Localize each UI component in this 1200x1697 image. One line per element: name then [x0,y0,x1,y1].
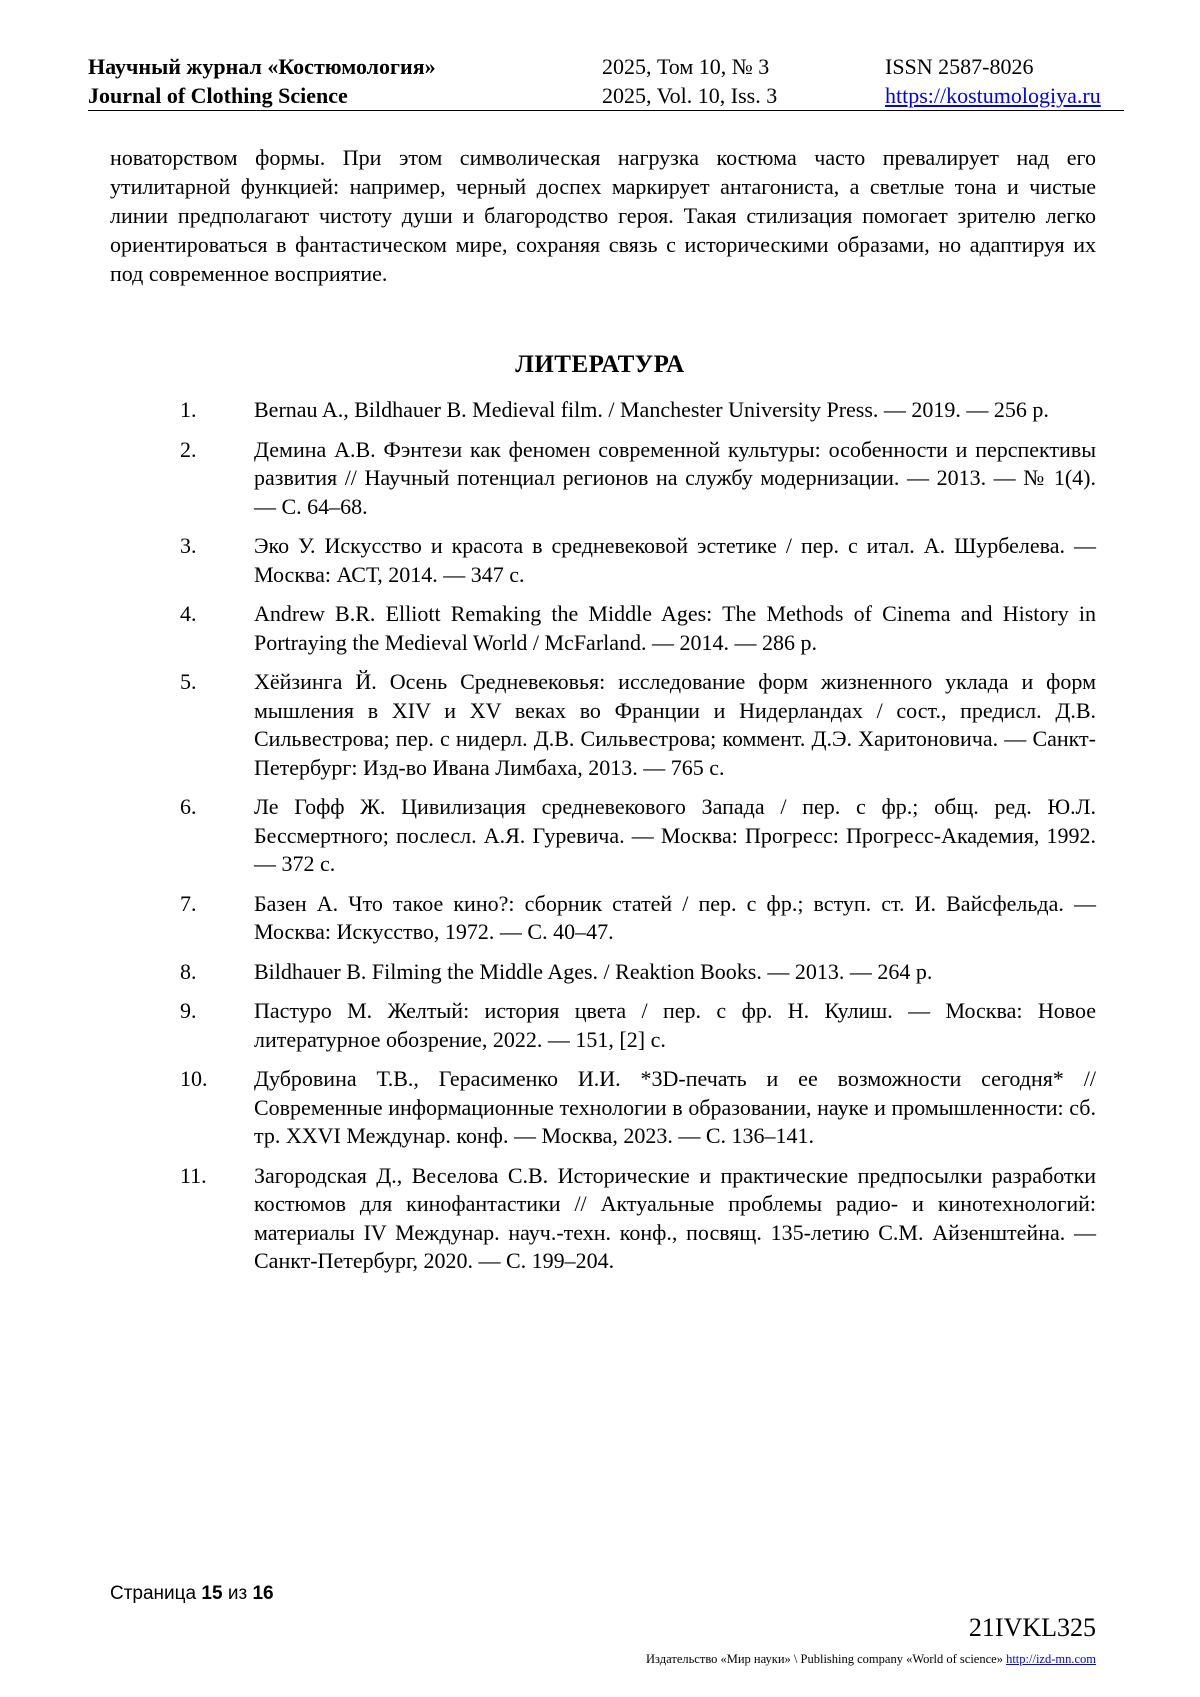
reference-number: 1. [180,397,197,422]
reference-text: Bernau A., Bildhauer B. Medieval film. / Manchester University Press. — 2019. — 256 p. [254,397,1049,422]
references-list [180,396,1096,1287]
page-header [88,52,1124,110]
reference-text: Пастуро М. Желтый: история цвета / пер. с фр. Н. Кулиш. — Москва: Новое литературное обозрение, 2022. — 151, [2] с. [254,998,1096,1052]
reference-number: 7. [180,890,197,916]
reference-number: 11. [180,1162,207,1188]
publisher-text: Издательство «Мир науки» \ Publishing company «World of science» [646,1652,1003,1666]
journal-title-block [88,52,436,110]
journal-url-link[interactable]: https://kostumologiya.ru [885,83,1101,108]
reference-number: 3. [180,533,197,558]
issue-block [602,52,777,110]
issue-ru: 2025, Том 10, № 3 [602,54,770,79]
publisher-url-link[interactable]: http://izd-mn.com [1006,1652,1096,1666]
reference-text: Эко У. Искусство и красота в средневековой эстетике / пер. с итал. А. Шурбелева. — Москва: АСТ, 2014. — 347 с. [254,533,1096,587]
page-number [110,1583,274,1605]
reference-item [180,600,1096,657]
reference-text: Bildhauer B. Filming the Middle Ages. / Reaktion Books. — 2013. — 264 p. [254,958,933,984]
reference-number: 9. [180,998,197,1023]
page-label: Страница [110,1583,197,1604]
reference-item [180,1162,1096,1276]
page-current: 15 [201,1583,223,1604]
reference-item [180,890,1096,947]
reference-item [180,997,1096,1054]
journal-title-ru: Научный журнал «Костюмология» [88,54,436,79]
reference-text: Базен А. Что такое кино?: сборник статей / пер. с фр.; вступ. ст. И. Вайсфельда. — Москва: Искусство, 1972. — С. 40–47. [254,890,1096,944]
header-divider [88,110,1124,111]
reference-number: 5. [180,669,197,694]
reference-text: Демина А.В. Фэнтези как феномен современной культуры: особенности и перспективы развития // Научный потенциал регионов на службу модернизации. — 2013. — № 1(4). — С. 64–68. [254,436,1096,519]
article-code: 21IVKL325 [968,1613,1096,1642]
journal-title-en: Journal of Clothing Science [88,83,348,108]
reference-text: Ле Гофф Ж. Цивилизация средневекового Запада / пер. с фр.; общ. ред. Ю.Л. Бессмертного; послесл. А.Я. Гуревича. — Москва: Прогресс: Прогресс-Академия, 1992. — 372 с. [254,794,1096,876]
reference-text: Хёйзинга Й. Осень Средневековья: исследование форм жизненного уклада и форм мышления в XIV и XV веках во Франции и Нидерландах / сост., предисл. Д.В. Сильвестрова; пер. с нидерл. Д.В. Сильвестрова; коммент. Д.Э. Харитоновича. — Санкт-Петербург: Изд-во Ивана Лимбаха, 2013. — 765 с. [254,669,1096,780]
reference-number: 6. [180,794,197,819]
reference-number: 8. [180,958,197,984]
issn: ISSN 2587-8026 [885,54,1034,79]
reference-text: Дубровина Т.В., Герасименко И.И. *3D-печать и ее возможности сегодня* // Современные информационные технологии в образовании, науке и промышленности: сб. тр. XXVI Междунар. конф. — Москва, 2023. — С. 136–141. [254,1066,1096,1148]
reference-number: 10. [180,1066,208,1091]
page-total: 16 [252,1583,274,1604]
issn-block [885,52,1101,110]
reference-item [180,668,1096,782]
reference-item [180,436,1096,522]
publisher-line [646,1652,1096,1667]
reference-item [180,958,1096,987]
reference-number: 2. [180,436,197,462]
body-paragraph: новаторством формы. При этом символическая нагрузка костюма часто превалирует над его утилитарной функцией: например, черный доспех маркирует антагониста, а светлые тона и чистые линии предполагают чистоту души и благородство героя. Такая стилизация помогает зрителю легко ориентироваться в фантастическом мире, сохраняя связь с историческими образами, но адаптируя их под современное восприятие. [110,145,1096,286]
reference-item [180,396,1096,425]
reference-text: Andrew B.R. Elliott Remaking the Middle Ages: The Methods of Cinema and History in Portraying the Medieval World / McFarland. — 2014. — 286 p. [254,601,1096,655]
page-of: из [227,1583,248,1604]
reference-number: 4. [180,601,197,626]
reference-item [180,1065,1096,1151]
reference-item [180,532,1096,589]
issue-en: 2025, Vol. 10, Iss. 3 [602,83,778,108]
reference-text: Загородская Д., Веселова С.В. Исторические и практические предпосылки разработки костюмов для кинофантастики // Актуальные проблемы радио- и кинотехнологий: материалы IV Междунар. науч.-техн. конф., посвящ. 135-летию С.М. Айзенштейна. — Санкт-Петербург, 2020. — С. 199–204. [254,1162,1096,1273]
references-title: ЛИТЕРАТУРА [515,351,685,378]
reference-item [180,793,1096,879]
